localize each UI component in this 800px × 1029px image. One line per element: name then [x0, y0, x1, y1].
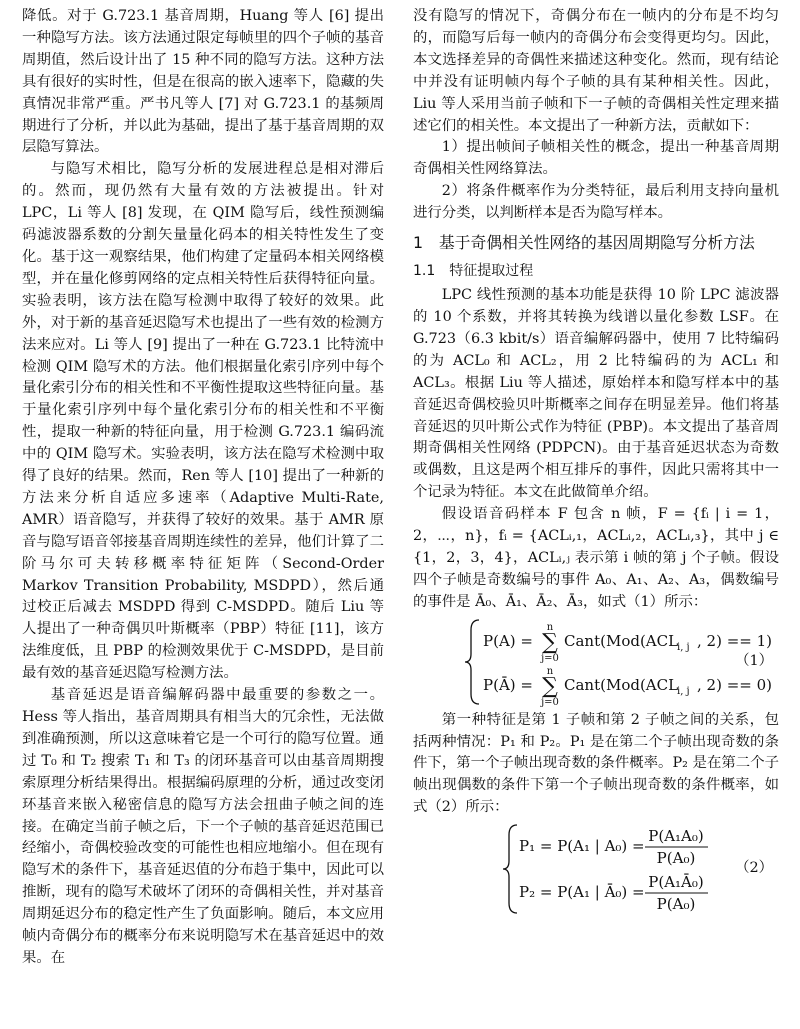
- equation-1-svg: [413, 616, 779, 708]
- eq1-line1-lhs: P(A) =: [483, 631, 533, 650]
- eq1-line1-sum-top: n: [546, 621, 554, 633]
- left-column: [22, 6, 384, 970]
- eq1-line2-lhs: P(Ā) =: [483, 675, 533, 694]
- right-paragraph-3: 假设语音码样本 F 包含 n 帧，F = {fᵢ | i = 1，2，⋯，n}，fᵢ = {ACLᵢ,₁，ACLᵢ,₂，ACLᵢ,₃}，其中 j ∈ {1，2，3，4}，ACLᵢ,ⱼ 表示第 i 帧的第 j 个子帧。假设四个子帧是奇数编号的事件 A₀、A₁、A₂、A₃，偶数编号的事件是 Ā₀、Ā₁、Ā₂、Ā₃，如式（1）所示：: [413, 506, 779, 610]
- right-paragraph-2: LPC 线性预测的基本功能是获得 10 阶 LPC 滤波器的 10 个系数，并将其转换为线谱以量化参数 LSF。在 G.723（6.3 kbit/s）语音编解码器中，使用 7 比特编码的为 ACL₀ 和 ACL₂，用 2 比特编码的为 ACL₁ 和 ACL₃。根据 Liu 等人描述，原始样本和隐写样本中的基音延迟奇偶校验贝叶斯概率之间存在明显差异。他们将基音延迟的贝叶斯公式作为特征 (PBP)。本文提出了基音周期奇偶相关性网络 (PDPCN)。由于基音延迟状态为奇数或偶数，且这是两个相互排斥的事件，因此只需将其中一个记录为特征。本文在此做简单介绍。: [413, 287, 779, 501]
- left-paragraph-3: 基音延迟是语音编解码器中最重要的参数之一。Hess 等人指出，基音周期具有相当大的冗余性，无法做到准确预测，所以这意味着它是一个可行的隐写位置。通过 T₀ 和 T₂ 搜索 T₁ 和 T₃ 的闭环基音可以由基音周期搜索原理分析结果得出。根据编码原理的分析，通过改变闭环基音来嵌入秘密信息的隐写方法会扭曲子帧之间的连接。在确定当前子帧之后，下一个子帧的基音延迟范围已经缩小，奇偶校验改变的可能性也相应地缩小。但在现有隐写术的条件下，基音延迟值的分布趋于集中，因此可以推断，现有的隐写术破坏了闭环的奇偶相关性，并对基音周期延迟分布的稳定性产生了负面影响。随后，本文应用帧内奇偶分布的概率分布来说明隐写术在基音延迟中的效果。在: [22, 687, 384, 966]
- eq1-line2-sum-top: n: [546, 665, 554, 677]
- left-paragraph-1: 降低。对于 G.723.1 基音周期，Huang 等人 [6] 提出一种隐写方法。该方法通过限定每帧里的四个子帧的基音周期值，然后设计出了 15 种不同的隐写方法。这种方法具有很好的实时性，但是在很高的嵌入速率下，隐藏的失真情况非常严重。严书凡等人 [7] 对 G.723.1 的基频周期进行了分析，并以此为基础，提出了基于基音周期的双层隐写算法。: [22, 8, 384, 156]
- right-paragraph-4: 第一种特征是第 1 子帧和第 2 子帧之间的关系，包括两种情况：P₁ 和 P₂。P₁ 是在第二个子帧出现奇数的条件下，第一个子帧出现奇数的条件概率。P₂ 是在第二个子帧出现偶数的条件下第一个子帧出现奇数的条件概率，如式（2）所示：: [413, 711, 779, 816]
- equation-2-number: （2）: [735, 860, 773, 877]
- eq2-line1-num: P(A₁A₀): [648, 827, 704, 846]
- eq1-line2-sub: i, j: [677, 685, 690, 697]
- contribution-1: 1）提出帧间子帧相关性的概念，提出一种基音周期奇偶相关性网络算法。: [413, 139, 779, 178]
- eq1-line2-sum-bot: j=0: [541, 696, 559, 708]
- eq1-line2-rhs: Cant(Mod(ACL: [564, 675, 679, 694]
- equation-1-number: （1）: [735, 652, 773, 669]
- equation-2-svg: [413, 821, 779, 917]
- eq2-line2-den: P(A₀): [656, 895, 696, 914]
- eq2-line2-lhs: P₂ = P(A₁ | Ā₀) =: [519, 883, 645, 902]
- section-heading: 1 基于奇偶相关性网络的基因周期隐写分析方法: [413, 233, 755, 253]
- eq2-line1-den: P(A₀): [656, 849, 696, 868]
- equation-1-brace: [465, 620, 479, 704]
- eq2-line1-lhs: P₁ = P(A₁ | A₀) =: [519, 837, 645, 856]
- right-column: [413, 6, 779, 919]
- eq1-line1-sub: i, j: [677, 641, 690, 653]
- equation-1: [413, 616, 779, 708]
- eq1-line2-tail: , 2) == 0): [697, 675, 772, 694]
- subsection-heading: 1.1 特征提取过程: [413, 263, 534, 280]
- eq1-line1-sum-bot: j=0: [541, 652, 559, 664]
- right-paragraph-1: 没有隐写的情况下，奇偶分布在一帧内的分布是不均匀的，而隐写后每一帧内的奇偶分布会变得更均匀。因此，本文选择差异的奇偶性来描述这种变化。然而，现有结论中并没有证明帧内每个子帧的具有某种相关性。因此，Liu 等人采用当前子帧和下一子帧的奇偶相关性定理来描述它们的相关性。本文提出了一种新方法，贡献如下：: [413, 8, 779, 134]
- eq1-line2-sum-sign: ∑: [542, 673, 558, 699]
- eq2-line2-num: P(A₁Ā₀): [648, 873, 704, 892]
- equation-2: [413, 821, 779, 917]
- equation-2-brace: [503, 825, 517, 913]
- left-paragraph-2: 与隐写术相比，隐写分析的发展进程总是相对滞后的。然而，现仍然有大量有效的方法被提出。针对 LPC，Li 等人 [8] 发现，在 QIM 隐写后，线性预测编码滤波器系数的分割矢量量化码本的相关特性发生了变化。基于这一观察结果，他们构建了定量码本相关网络模型，并在量化修剪网络的定点相关特性后获得特征向量。实验表明，该方法在隐写检测中取得了较好的效果。此外，对于新的基音延迟隐写术也提出了一些有效的检测方法来应对。Li 等人 [9] 提出了一种在 G.723.1 比特流中检测 QIM 隐写术的方法。他们根据量化索引序列中每个量化索引分布的相关性和不平衡性提取这些特征向量。基于量化索引序列中每个量化索引分布的相关性和不平衡性，提取一种新的特征向量，用于检测 G.723.1 编码流中的 QIM 隐写术。实验表明，该方法在隐写术检测中取得了良好的结果。然而，Ren 等人 [10] 提出了一种新的方法来分析自适应多速率（Adaptive Multi-Rate, AMR）语音隐写，并获得了较好的效果。基于 AMR 原音与隐写语音邻接基音周期连续性的差异，他们计算了二阶马尔可夫转移概率特征矩阵（Second-Order Markov Transition Probability, MSDPD），然后通过校正后减去 MSDPD 得到 C-MSDPD。随后 Liu 等人提出了一种奇偶贝叶斯概率（PBP）特征 [11]，该方法维度低，且 PBP 的检测效果优于 C-MSDPD，是目前最有效的基音延迟隐写检测方法。: [22, 161, 384, 682]
- contribution-2: 2）将条件概率作为分类特征，最后利用支持向量机进行分类，以判断样本是否为隐写样本。: [413, 183, 779, 222]
- eq1-line1-tail: , 2) == 1): [697, 631, 772, 650]
- eq1-line1-rhs: Cant(Mod(ACL: [564, 631, 679, 650]
- eq1-line1-sum-sign: ∑: [542, 629, 558, 655]
